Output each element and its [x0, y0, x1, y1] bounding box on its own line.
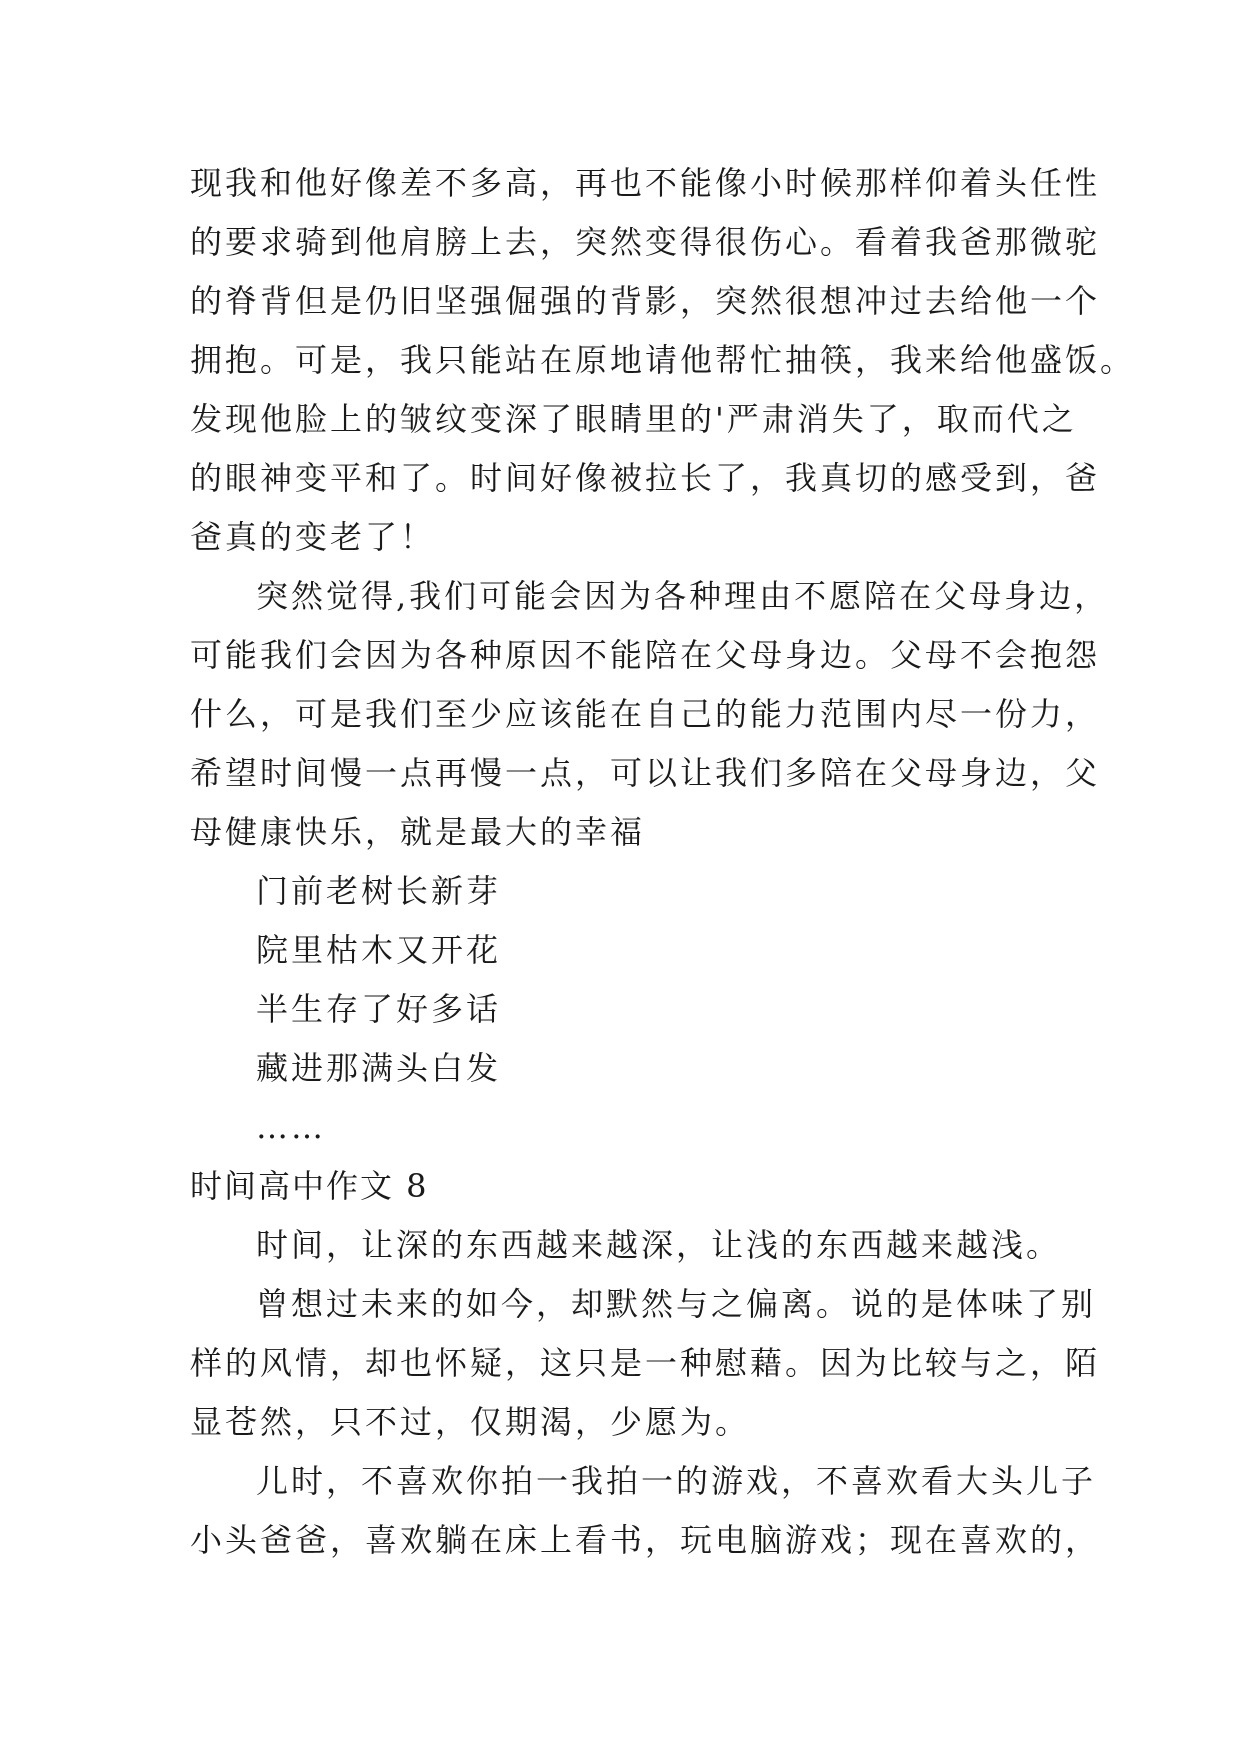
text-line: 的眼神变平和了。时间好像被拉长了，我真切的感受到，爸 [190, 459, 1101, 497]
paragraph-start-line: 时间，让深的东西越来越深，让浅的东西越来越浅。 [256, 1226, 1062, 1264]
text-line: 的脊背但是仍旧坚强倔强的背影，突然很想冲过去给他一个 [190, 282, 1101, 320]
text-line: 爸真的变老了！ [190, 518, 436, 556]
poem-line: 半生存了好多话 [256, 990, 502, 1028]
text-line: 母健康快乐，就是最大的幸福 [190, 813, 646, 851]
ellipsis-line: …… [256, 1108, 326, 1146]
poem-line: 院里枯木又开花 [256, 931, 502, 969]
text-line: 拥抱。可是，我只能站在原地请他帮忙抽筷，我来给他盛饭。 [190, 341, 1136, 379]
poem-line: 门前老树长新芽 [256, 872, 502, 910]
text-line: 样的风情，却也怀疑，这只是一种慰藉。因为比较与之，陌 [190, 1344, 1101, 1382]
text-line: 希望时间慢一点再慢一点，可以让我们多陪在父母身边，父 [190, 754, 1101, 792]
section-heading: 时间高中作文 8 [190, 1167, 429, 1205]
text-line: 可能我们会因为各种原因不能陪在父母身边。父母不会抱怨 [190, 636, 1101, 674]
text-line: 小头爸爸，喜欢躺在床上看书，玩电脑游戏；现在喜欢的， [190, 1521, 1101, 1559]
text-line: 显苍然，只不过，仅期渴，少愿为。 [190, 1403, 751, 1441]
paragraph-start-line: 儿时，不喜欢你拍一我拍一的游戏，不喜欢看大头儿子 [256, 1462, 1097, 1500]
text-line: 发现他脸上的皱纹变深了眼睛里的'严肃消失了，取而代之 [190, 400, 1077, 438]
paragraph-start-line: 突然觉得,我们可能会因为各种理由不愿陪在父母身边， [256, 577, 1110, 615]
essay-body [190, 154, 1136, 1570]
paragraph-start-line: 曾想过未来的如今，却默然与之偏离。说的是体味了别 [256, 1285, 1097, 1323]
text-line: 现我和他好像差不多高，再也不能像小时候那样仰着头任性 [190, 164, 1101, 202]
text-line: 什么，可是我们至少应该能在自己的能力范围内尽一份力， [190, 695, 1101, 733]
text-line: 的要求骑到他肩膀上去，突然变得很伤心。看着我爸那微驼 [190, 223, 1101, 261]
poem-line: 藏进那满头白发 [256, 1049, 502, 1087]
